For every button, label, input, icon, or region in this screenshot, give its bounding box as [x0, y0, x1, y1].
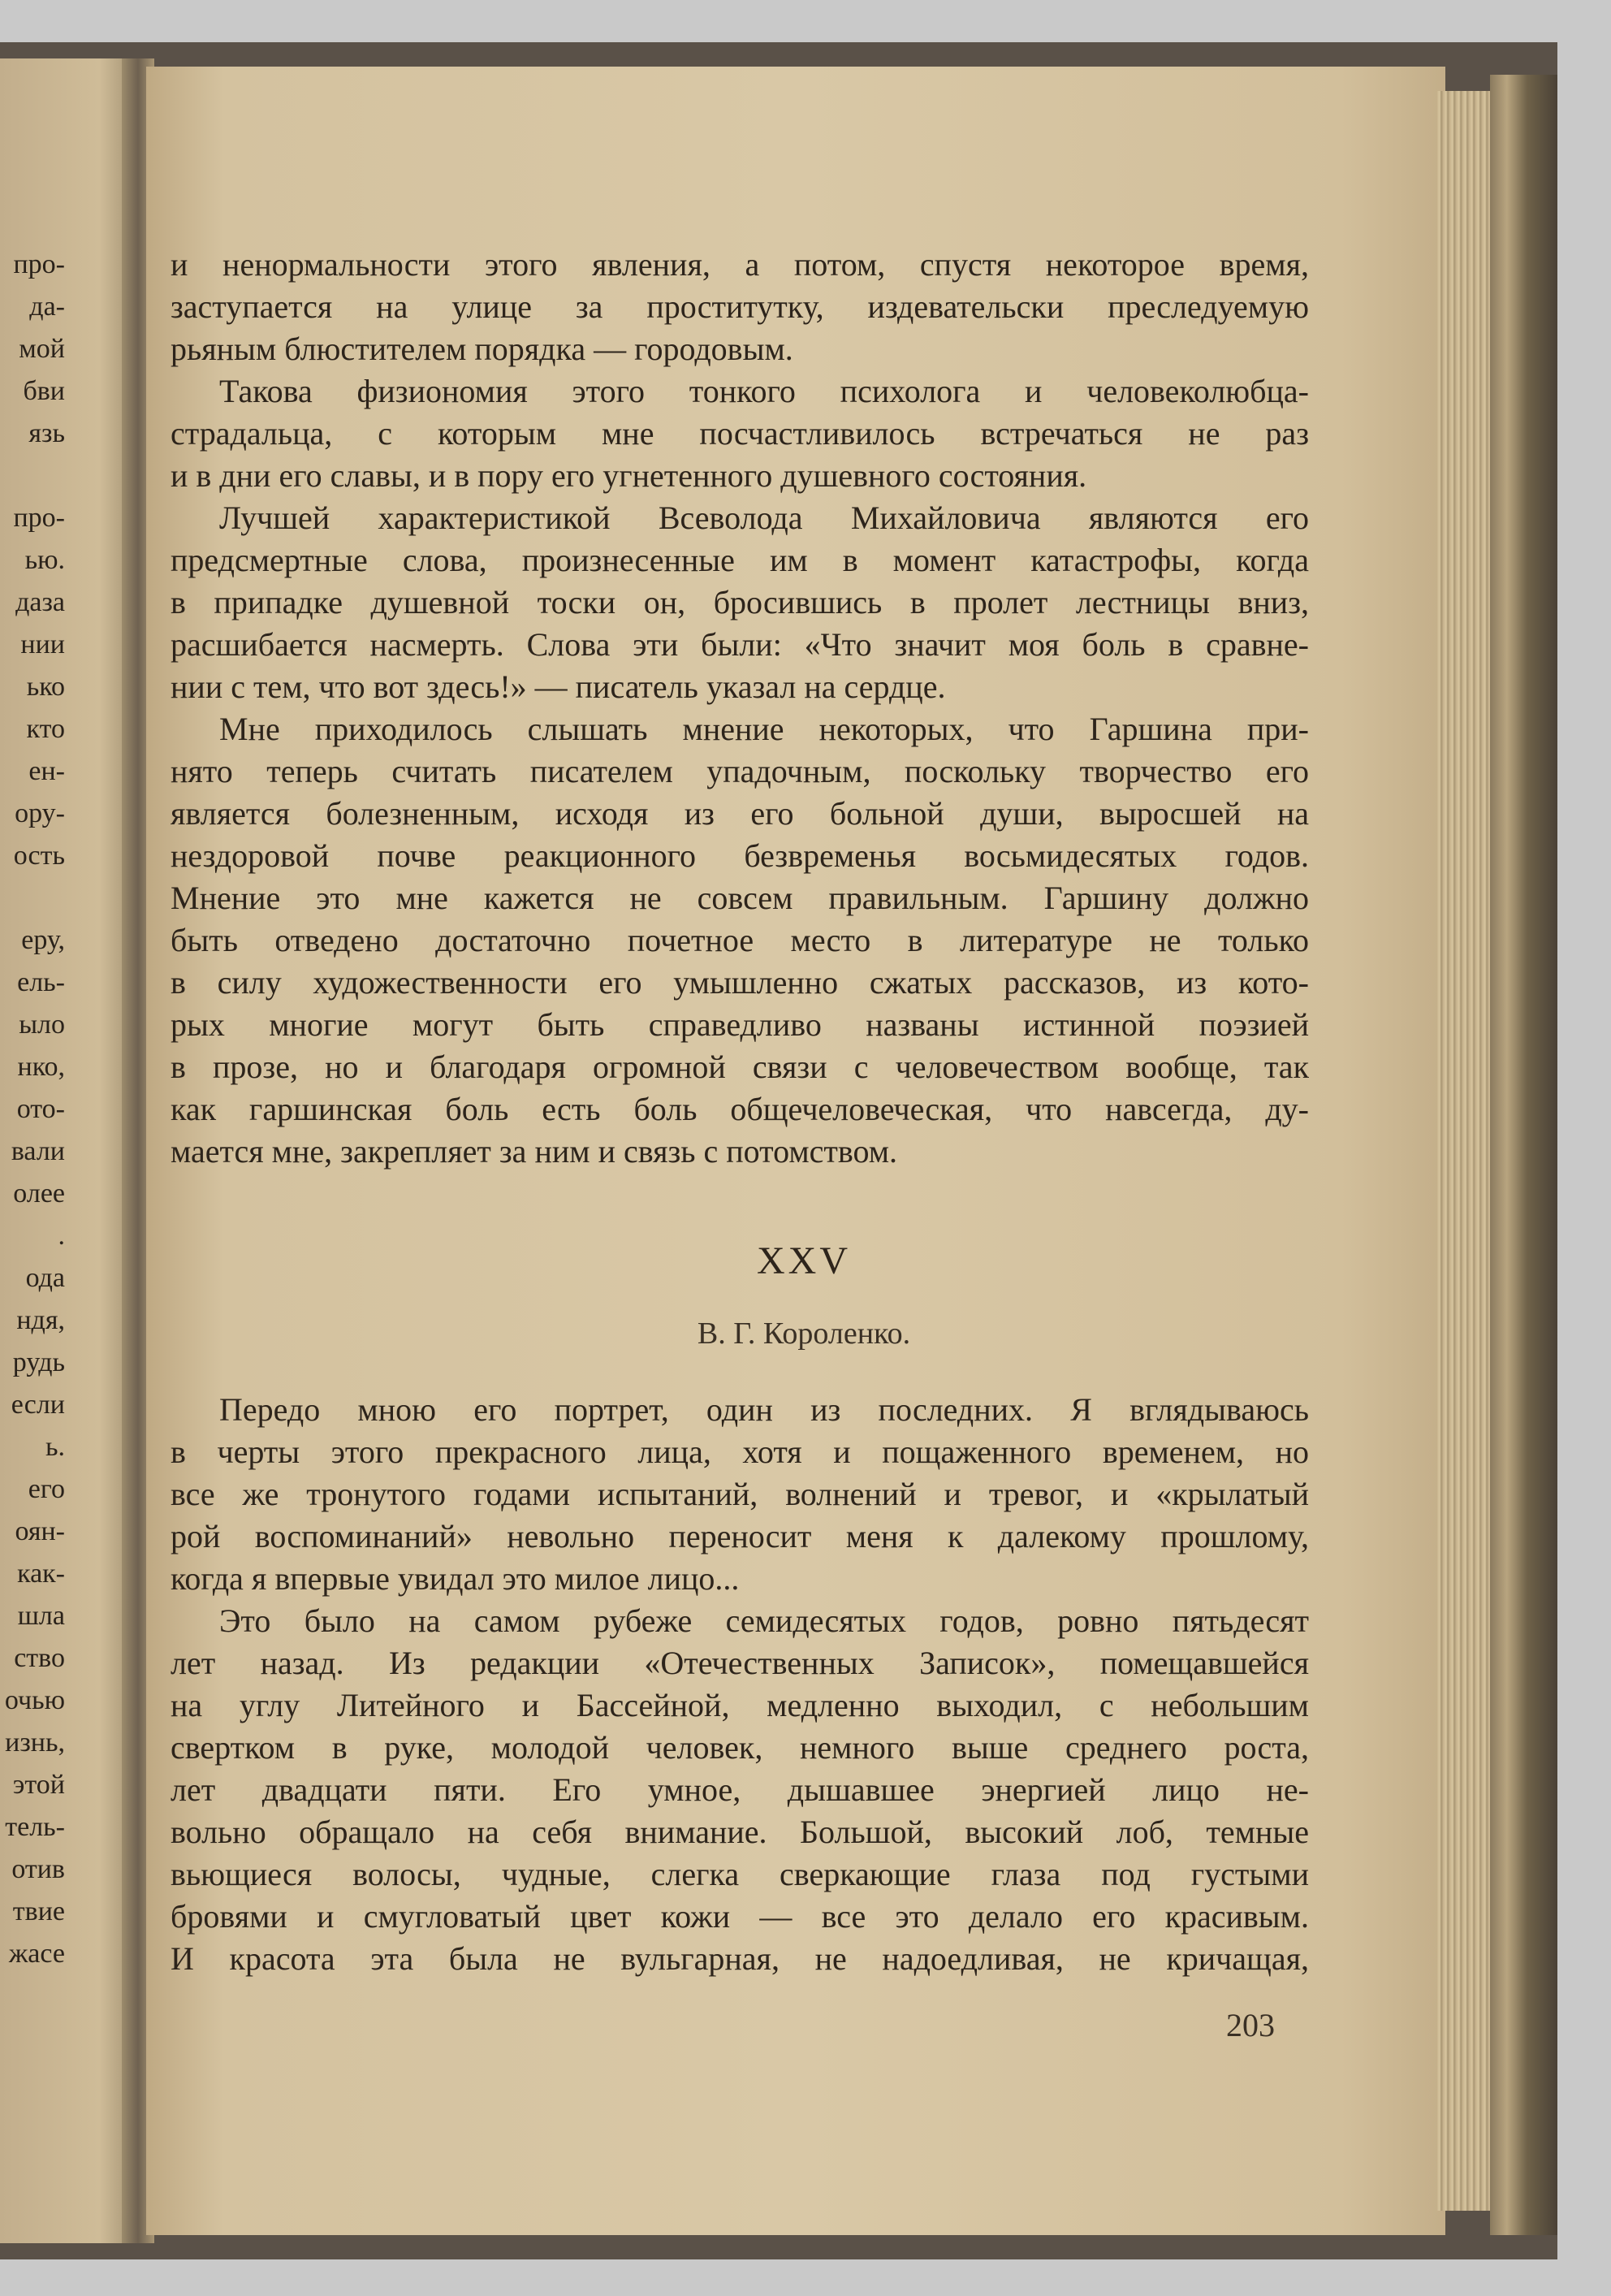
- left-page-fragment: [0, 455, 65, 497]
- left-page-fragment: ь.: [45, 1432, 65, 1462]
- text-line: все же тронутого годами испытаний, волнений и тревог, и «крылатый: [171, 1476, 1309, 1512]
- text-line: заступается на улице за проститутку, издевательски преследуемую: [171, 288, 1309, 325]
- left-page-fragment: ото-: [16, 1094, 65, 1124]
- left-page-fragment: ыло: [19, 1010, 65, 1040]
- left-page-fragment: язь: [28, 418, 65, 448]
- left-page-fragment: очью: [4, 1685, 65, 1715]
- left-page-fragment: ость: [13, 841, 65, 871]
- left-page-fragment: ору-: [15, 798, 65, 828]
- left-page-fragment: еру,: [21, 925, 65, 955]
- text-line: Такова физиономия этого тонкого психолога и человеколюбца-: [219, 373, 1309, 409]
- left-page-fragment: да-: [29, 292, 65, 322]
- text-line: в черты этого прекрасного лица, хотя и пощаженного временем, но: [171, 1433, 1309, 1470]
- left-page-fragment: [0, 877, 65, 919]
- text-line: лет двадцати пяти. Его умное, дышавшее энергией лицо не-: [171, 1771, 1309, 1808]
- left-page-fragment: твие: [12, 1896, 65, 1926]
- text-line: свертком в руке, молодой человек, немного выше среднего роста,: [171, 1729, 1309, 1766]
- text-line: в прозе, но и благодаря огромной связи с человечеством вообще, так: [171, 1049, 1309, 1085]
- left-page-fragment: ью.: [24, 545, 65, 575]
- body-text-section-1: [171, 244, 1309, 1173]
- left-page-fragment: про-: [13, 503, 65, 533]
- text-line: и ненормальности этого явления, а потом, спустя некоторое время,: [171, 246, 1309, 283]
- text-line: Это было на самом рубеже семидесятых годов, ровно пятьдесят: [219, 1602, 1309, 1639]
- text-line: на углу Литейного и Бассейной, медленно выходил, с небольшим: [171, 1687, 1309, 1723]
- left-page-fragment: нко,: [17, 1052, 65, 1082]
- left-page-fragment: олее: [13, 1178, 65, 1209]
- left-page-fragment: ода: [25, 1263, 65, 1293]
- left-page-fragment: ндя,: [16, 1305, 65, 1335]
- text-line: расшибается насмерть. Слова эти были: «Что значит моя боль в сравне-: [171, 626, 1309, 663]
- text-line: рых многие могут быть справедливо названы истинной поэзией: [171, 1006, 1309, 1043]
- text-line: нии с тем, что вот здесь!» — писатель указал на сердце.: [171, 668, 946, 705]
- left-page-fragment: отив: [11, 1854, 65, 1884]
- left-page-fragment: тель-: [5, 1812, 65, 1842]
- left-page-fragment: ель-: [17, 967, 65, 997]
- left-page-fragment: если: [11, 1390, 65, 1420]
- text-line: в припадке душевной тоски он, бросившись в пролет лестницы вниз,: [171, 584, 1309, 620]
- text-line: является болезненным, исходя из его больной души, выросшей на: [171, 795, 1309, 832]
- left-page-fragment: ство: [14, 1643, 65, 1673]
- text-line: предсмертные слова, произнесенные им в момент катастрофы, когда: [171, 542, 1309, 578]
- book-cover-edge: [1490, 75, 1557, 2235]
- text-line: рьяным блюстителем порядка — городовым.: [171, 331, 793, 367]
- text-line: нездоровой почве реакционного безвременья восьмидесятых годов.: [171, 837, 1309, 874]
- text-line: как гаршинская боль есть боль общечеловеческая, что навсегда, ду-: [171, 1091, 1309, 1127]
- left-page-fragment: жасе: [8, 1939, 65, 1969]
- left-page-fragment: бви: [23, 376, 65, 406]
- chapter-title: В. Г. Короленко.: [697, 1317, 911, 1351]
- text-line: рой воспоминаний» невольно переносит меня к далекому прошлому,: [171, 1518, 1309, 1554]
- text-line: лет назад. Из редакции «Отечественных Записок», помещавшейся: [171, 1645, 1309, 1681]
- text-line: бровями и смугловатый цвет кожи — все это делало его красивым.: [171, 1898, 1309, 1935]
- text-line: Мнение это мне кажется не совсем правильным. Гаршину должно: [171, 880, 1309, 916]
- left-page-fragment: про-: [13, 249, 65, 279]
- page-number: 203: [1226, 2007, 1275, 2043]
- left-page-fragment: кто: [26, 714, 65, 744]
- left-page-fragment: .: [58, 1221, 65, 1251]
- text-line: Мне приходилось слышать мнение некоторых, что Гаршина при-: [219, 711, 1309, 747]
- left-page-fragment: даза: [15, 587, 65, 617]
- text-line: нято теперь считать писателем упадочным, поскольку творчество его: [171, 753, 1309, 789]
- left-page-fragment: ько: [26, 672, 65, 702]
- text-line: когда я впервые увидал это милое лицо...: [171, 1560, 740, 1597]
- left-page-fragment: как-: [17, 1559, 65, 1589]
- text-line: в силу художественности его умышленно сжатых рассказов, из кото-: [171, 964, 1309, 1001]
- left-page-text-fragments: [0, 244, 65, 1975]
- left-page-fragment: этой: [12, 1770, 65, 1800]
- text-line: И красота эта была не вульгарная, не надоедливая, не кричащая,: [171, 1940, 1309, 1977]
- left-page-fragment: рудь: [12, 1347, 65, 1377]
- chapter-number: XXV: [757, 1239, 851, 1282]
- text-line: Лучшей характеристикой Всеволода Михайловича являются его: [219, 499, 1309, 536]
- left-page-fragment: мой: [19, 334, 65, 364]
- left-page-fragment: шла: [17, 1601, 65, 1631]
- left-page-fragment: оян-: [15, 1516, 65, 1546]
- left-page-fragment: нии: [20, 629, 65, 659]
- text-line: Передо мною его портрет, один из последних. Я вглядываюсь: [219, 1391, 1309, 1428]
- text-line: мается мне, закрепляет за ним и связь с потомством.: [171, 1133, 898, 1170]
- text-line: вольно обращало на себя внимание. Большой, высокий лоб, темные: [171, 1814, 1309, 1850]
- left-page-fragment: изнь,: [5, 1727, 65, 1758]
- text-line: вьющиеся волосы, чудные, слегка сверкающие глаза под густыми: [171, 1856, 1309, 1892]
- page-edges: [1437, 91, 1494, 2211]
- body-text-section-2: [171, 1389, 1309, 1980]
- text-line: и в дни его славы, и в пору его угнетенного душевного состояния.: [171, 457, 1087, 494]
- left-page-fragment: ен-: [28, 756, 65, 786]
- text-line: быть отведено достаточно почетное место в литературе не только: [171, 922, 1309, 958]
- text-line: страдальца, с которым мне посчастливилось встречаться не раз: [171, 415, 1309, 452]
- left-page-fragment: его: [28, 1474, 65, 1504]
- left-page-fragment: вали: [11, 1136, 65, 1166]
